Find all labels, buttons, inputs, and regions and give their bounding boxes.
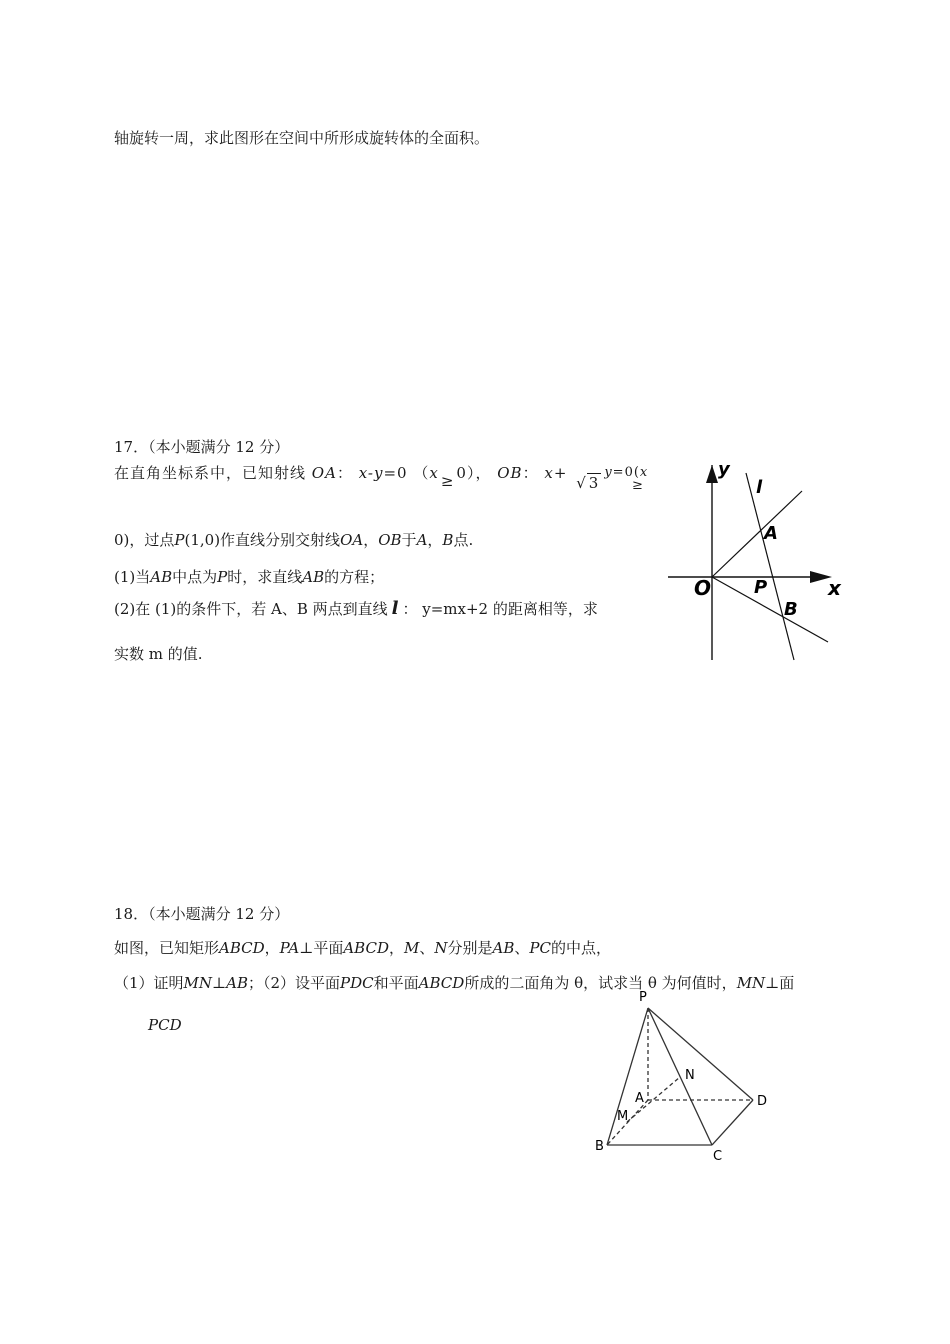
label-l: l xyxy=(756,477,763,498)
label-o: O xyxy=(694,576,712,600)
q17-text: + xyxy=(553,464,568,482)
q17-point-b: B xyxy=(442,531,454,549)
q17-text: 中点为 xyxy=(172,568,218,586)
label-b: B xyxy=(595,1139,604,1154)
q17-point-a: A xyxy=(416,531,428,549)
edge-pd xyxy=(648,1008,753,1100)
q18-segment-mn: MN xyxy=(736,974,766,992)
q17-text: ： xyxy=(336,464,353,482)
q18-header: 18．（本小题满分 12 分） xyxy=(114,905,290,923)
sqrt-three xyxy=(576,474,601,492)
q17-text: (1,0)作直线分别交射线 xyxy=(184,531,341,549)
q17-point-p: P xyxy=(217,568,228,586)
q18-text: （1）证明 xyxy=(114,974,184,992)
q18-text: 如图，已知矩形 xyxy=(114,939,220,957)
q18-point-n: N xyxy=(434,939,448,957)
ray-oa xyxy=(712,491,802,577)
q17-line-3 xyxy=(114,566,384,587)
q18-point-m: M xyxy=(404,939,420,957)
q18-rect-abcd: ABCD xyxy=(343,939,389,957)
edge-pb xyxy=(607,1008,648,1145)
q17-text: 于 xyxy=(401,531,417,549)
q17-ray-ob: OB xyxy=(497,464,523,482)
q18-text: ， xyxy=(264,939,280,957)
q17-text: (1)当 xyxy=(114,568,151,586)
q17-text: ， xyxy=(363,531,379,549)
q17-line-2 xyxy=(114,529,473,550)
q17-var-x: x xyxy=(639,465,649,480)
q17-eq: x-y xyxy=(358,464,384,482)
q18-plane-pdc: PDC xyxy=(340,974,374,992)
q17-segment-ab: AB xyxy=(302,568,325,586)
q17-var-y: y xyxy=(604,465,613,480)
q18-segment-ab: AB xyxy=(226,974,248,992)
q18-text: ⊥平面 xyxy=(299,939,344,957)
label-p: P xyxy=(754,577,768,598)
label-n: N xyxy=(685,1068,695,1083)
q17-text: 点. xyxy=(453,531,474,549)
edge-pc xyxy=(648,1008,712,1145)
q17-header: 17．（本小题满分 12 分） xyxy=(114,438,290,456)
label-y: y xyxy=(718,459,730,480)
geq-symbol-2: ≥ xyxy=(632,478,643,493)
q18-text: 分别是 xyxy=(447,939,493,957)
q18-text: 和平面 xyxy=(373,974,419,992)
label-b: B xyxy=(784,599,798,620)
q18-text: 、 xyxy=(419,939,435,957)
ray-ob xyxy=(712,577,828,642)
q17-text: 0）， xyxy=(456,464,492,482)
q18-segment-mn: MN xyxy=(183,974,213,992)
q18-pyramid-figure xyxy=(585,985,785,1165)
label-x: x xyxy=(828,576,841,600)
q17-var-x: x xyxy=(429,464,439,482)
text-line-top: 轴旋转一周，求此图形在空间中所形成旋转体的全面积。 xyxy=(114,129,490,147)
q18-text: 所成的二面角为 θ，试求当 θ 为何值时， xyxy=(464,974,737,992)
sqrt-symbol: √ xyxy=(576,474,587,492)
q18-plane-abcd: ABCD xyxy=(418,974,465,992)
q17-point-p: P xyxy=(174,531,185,549)
label-d: D xyxy=(757,1094,768,1109)
q17-ray-oa: OA xyxy=(311,464,337,482)
edge-cd xyxy=(712,1100,753,1145)
q17-text: ： xyxy=(522,464,539,482)
q18-text: ⊥面 xyxy=(765,974,795,992)
q17-line-1 xyxy=(114,462,649,492)
q17-line-4 xyxy=(114,598,598,619)
q18-segment-pc: PC xyxy=(529,939,551,957)
q17-segment-ab: AB xyxy=(150,568,173,586)
q17-ray-oa: OA xyxy=(340,531,364,549)
label-c: C xyxy=(713,1149,723,1164)
q17-text: =0 （ xyxy=(383,464,430,482)
label-m: M xyxy=(617,1109,629,1124)
q17-text: (2)在 (1)的条件下，若 A、B 两点到直线 xyxy=(114,600,388,618)
q18-text: ⊥ xyxy=(212,974,227,992)
q17-text: 在直角坐标系中，已知射线 xyxy=(114,464,307,482)
geq-symbol: ≥ xyxy=(440,472,455,490)
q18-text: 、 xyxy=(514,939,530,957)
q17-text: 的方程； xyxy=(324,568,385,586)
q18-text: ， xyxy=(388,939,404,957)
q17-ray-ob: OB xyxy=(378,531,402,549)
q17-text: ： y=mx+2 的距离相等，求 xyxy=(402,600,598,618)
q17-text: =0( xyxy=(612,465,640,480)
q18-segment-pa: PA xyxy=(279,939,300,957)
q17-text: 0)，过点 xyxy=(114,531,175,549)
q18-text: 的中点， xyxy=(550,939,611,957)
q17-coordinate-figure xyxy=(660,455,850,665)
line-l xyxy=(746,473,794,660)
q18-segment-ab: AB xyxy=(492,939,515,957)
q17-line-5: 实数 m 的值. xyxy=(114,645,203,663)
label-a: A xyxy=(764,523,778,544)
q18-line-1 xyxy=(114,937,611,958)
q17-var-x: x xyxy=(544,464,554,482)
label-p: P xyxy=(639,990,647,1005)
q18-text: ；（2）设平面 xyxy=(248,974,341,992)
q17-line-l: l xyxy=(391,598,399,619)
q18-rect-abcd: ABCD xyxy=(219,939,265,957)
q18-line-3: PCD xyxy=(148,1016,182,1034)
q17-text: ， xyxy=(427,531,443,549)
q17-text: 时，求直线 xyxy=(227,568,303,586)
label-a: A xyxy=(635,1091,644,1106)
sqrt-radicand: 3 xyxy=(588,474,600,492)
y-axis-arrow xyxy=(706,465,718,483)
